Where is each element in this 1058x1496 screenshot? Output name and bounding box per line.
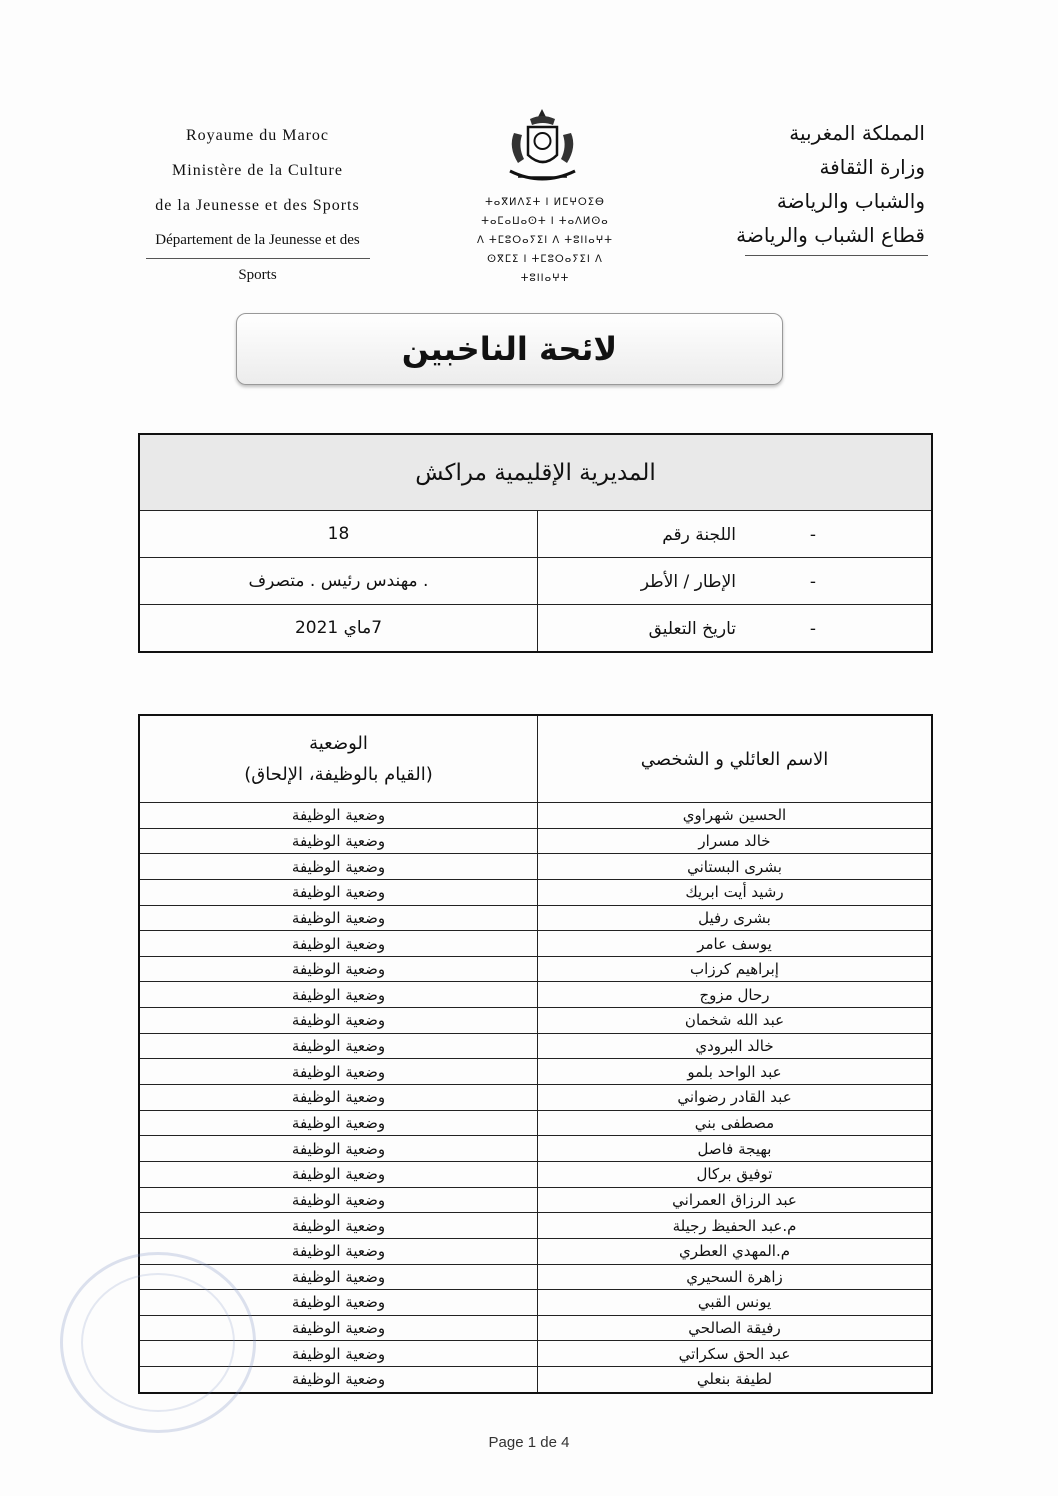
voter-status: وضعية الوظيفة: [139, 1367, 538, 1393]
voter-status: وضعية الوظيفة: [139, 1136, 538, 1162]
table-row: [139, 1085, 932, 1111]
official-stamp: [60, 1252, 256, 1433]
header-divider-left: [146, 258, 370, 259]
voter-status: وضعية الوظيفة: [139, 803, 538, 829]
voter-status: وضعية الوظيفة: [139, 879, 538, 905]
table-row: [139, 1315, 932, 1341]
info-value: . مهندس رئيس . متصرف: [139, 558, 538, 605]
voter-status: وضعية الوظيفة: [139, 854, 538, 880]
table-body: [139, 803, 932, 1393]
table-row: [139, 803, 932, 829]
info-dash: -: [809, 572, 816, 592]
voter-name: بشرى البستاني: [538, 854, 933, 880]
voter-status: وضعية الوظيفة: [139, 1008, 538, 1034]
table-row: [139, 1238, 932, 1264]
page-number: Page 1 de 4: [488, 1434, 570, 1451]
table-row: [139, 1367, 932, 1393]
voter-name: عبد الواحد بلمو: [538, 1059, 933, 1085]
table-row: [139, 854, 932, 880]
voter-name: مصطفى بني: [538, 1110, 933, 1136]
voter-name: رفيقة الصالحي: [538, 1315, 933, 1341]
table-row: [139, 1290, 932, 1316]
column-header-status-title: الوضعية: [309, 733, 368, 754]
info-label: تاريخ التعليق: [648, 619, 736, 639]
voter-name: يونس القبي: [538, 1290, 933, 1316]
column-header-status-sub: (القيام بالوظيفة، الإلحاق): [244, 764, 433, 785]
header-ar-line: قطاع الشباب والرياضة: [736, 223, 925, 247]
voter-name: عبد الحق سكراتي: [538, 1341, 933, 1367]
voter-name: بشرى رفيل: [538, 905, 933, 931]
table-row: [139, 828, 932, 854]
voter-name: إبراهيم كرزاب: [538, 956, 933, 982]
table-row: [139, 1110, 932, 1136]
table-row: [139, 1033, 932, 1059]
voter-status: وضعية الوظيفة: [139, 1213, 538, 1239]
voter-name: عبد الله شخمان: [538, 1008, 933, 1034]
info-row: [139, 511, 932, 558]
tifinagh-line: ⴷ ⵜⵎⵓⵔⴰⵢⵉⵏ ⴷ ⵜⵓⵏⵏⴰⵖⵜ: [477, 235, 613, 246]
column-header-status: [139, 715, 538, 803]
voter-status: وضعية الوظيفة: [139, 956, 538, 982]
voter-status: وضعية الوظيفة: [139, 1238, 538, 1264]
header-fr-line: de la Jeunesse et des Sports: [155, 197, 360, 214]
table-row: [139, 1213, 932, 1239]
tifinagh-line: ⵜⴰⵎⴰⵡⴰⵙⵜ ⵏ ⵜⴰⴷⵍⵙⴰ: [481, 216, 609, 227]
info-value: 7ماي 2021: [139, 605, 538, 653]
header-tifinagh: [470, 193, 620, 288]
voter-name: خالد مسرار: [538, 828, 933, 854]
info-row: [139, 558, 932, 605]
voter-status: وضعية الوظيفة: [139, 1341, 538, 1367]
header-fr-line: Département de la Jeunesse et des Sports: [155, 232, 360, 283]
table-row: [139, 982, 932, 1008]
voter-name: رحال مزوج: [538, 982, 933, 1008]
voter-name: توفيق بركال: [538, 1161, 933, 1187]
header-ar-line: المملكة المغربية: [789, 121, 925, 145]
info-row: [139, 605, 932, 653]
voter-name: عبد القادر رضواني: [538, 1085, 933, 1111]
table-row: [139, 905, 932, 931]
voter-name: لطيفة بنعلي: [538, 1367, 933, 1393]
info-label: اللجنة رقم: [662, 525, 736, 545]
info-label-cell: [538, 605, 933, 653]
header-divider-right: [745, 255, 928, 256]
column-header-name: الاسم العائلي و الشخصي: [538, 715, 933, 803]
table-row: [139, 1136, 932, 1162]
info-value: 18: [139, 511, 538, 558]
voter-name: الحسين شهراوي: [538, 803, 933, 829]
voter-name: م.المهدي العطري: [538, 1238, 933, 1264]
voter-status: وضعية الوظيفة: [139, 1110, 538, 1136]
voter-status: وضعية الوظيفة: [139, 931, 538, 957]
voter-status: وضعية الوظيفة: [139, 1033, 538, 1059]
info-dash: -: [809, 525, 816, 545]
voter-status: وضعية الوظيفة: [139, 1187, 538, 1213]
voter-status: وضعية الوظيفة: [139, 1059, 538, 1085]
header-ar-line: والشباب والرياضة: [776, 189, 925, 213]
info-label: الإطار / الأطر: [640, 572, 736, 592]
info-dash: -: [809, 619, 816, 639]
voter-status: وضعية الوظيفة: [139, 1315, 538, 1341]
voter-status: وضعية الوظيفة: [139, 1290, 538, 1316]
table-header-row: [139, 715, 932, 803]
coat-of-arms-icon: [500, 105, 585, 193]
table-row: [139, 1264, 932, 1290]
page-title: لائحة الناخبين: [236, 313, 783, 385]
tifinagh-line: ⵙⴳⵎⵉ ⵏ ⵜⵎⵓⵔⴰⵢⵉⵏ ⴷ ⵜⵓⵏⵏⴰⵖⵜ: [487, 254, 603, 284]
table-row: [139, 931, 932, 957]
voter-name: زاهرة السحيري: [538, 1264, 933, 1290]
voter-name: يوسف عامر: [538, 931, 933, 957]
table-row: [139, 1059, 932, 1085]
voter-status: وضعية الوظيفة: [139, 982, 538, 1008]
table-row: [139, 1187, 932, 1213]
voter-name: خالد البرودي: [538, 1033, 933, 1059]
header-fr-line: Ministère de la Culture: [172, 162, 343, 179]
voter-name: رشيد أيت ابريك: [538, 879, 933, 905]
table-row: [139, 1161, 932, 1187]
voter-name: م.عبد الحفيظ رجيلة: [538, 1213, 933, 1239]
table-row: [139, 1008, 932, 1034]
voter-list-table: [138, 714, 933, 1394]
voter-status: وضعية الوظيفة: [139, 1161, 538, 1187]
tifinagh-line: ⵜⴰⴳⵍⴷⵉⵜ ⵏ ⵍⵎⵖⵔⵉⴱ: [485, 197, 605, 208]
directorate-row: [139, 434, 932, 511]
voter-status: وضعية الوظيفة: [139, 905, 538, 931]
info-label-cell: [538, 511, 933, 558]
table-row: [139, 956, 932, 982]
table-row: [139, 1341, 932, 1367]
header-french: [140, 118, 375, 293]
header-arabic: [700, 116, 925, 252]
voter-name: بهيجة فاصل: [538, 1136, 933, 1162]
voter-status: وضعية الوظيفة: [139, 1264, 538, 1290]
header-fr-line: Royaume du Maroc: [185, 127, 330, 144]
directorate-name: المديرية الإقليمية مراكش: [139, 434, 932, 511]
info-table: [138, 433, 933, 653]
info-label-cell: [538, 558, 933, 605]
voter-name: عبد الرزاق العمراني: [538, 1187, 933, 1213]
voter-status: وضعية الوظيفة: [139, 828, 538, 854]
header-ar-line: وزارة الثقافة: [819, 155, 925, 179]
voter-status: وضعية الوظيفة: [139, 1085, 538, 1111]
table-row: [139, 879, 932, 905]
